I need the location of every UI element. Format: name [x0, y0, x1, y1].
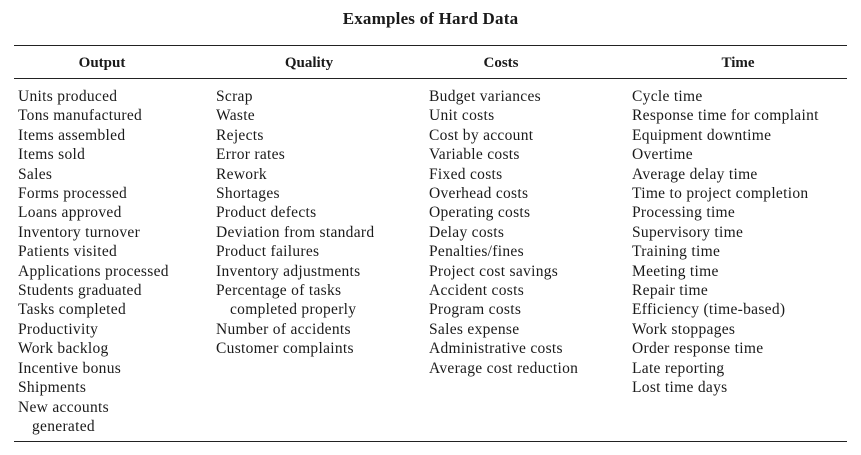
- list-item-text: Unit costs: [429, 107, 495, 125]
- list-item-text: Applications processed: [18, 262, 169, 280]
- list-item-text: Inventory turnover: [18, 223, 141, 241]
- list-item-text: Fixed costs: [429, 165, 503, 183]
- list-item: [216, 106, 374, 125]
- list-item-text: Deviation from standard: [216, 223, 375, 241]
- list-item: [216, 184, 374, 203]
- list-item: [632, 106, 819, 125]
- list-item: [429, 320, 578, 339]
- list-item-text: Repair time: [632, 282, 709, 300]
- list-item: [216, 223, 374, 242]
- list-item: [216, 242, 374, 261]
- list-item: [18, 165, 169, 184]
- list-item-text: Error rates: [216, 146, 286, 164]
- list-item-text: Average delay time: [632, 165, 758, 183]
- list-item-text: Program costs: [429, 301, 522, 319]
- list-item-text: Items assembled: [18, 126, 126, 144]
- list-item-text: Lost time days: [632, 379, 728, 397]
- list-item: [18, 242, 169, 261]
- list-item-continuation: completed properly: [230, 301, 357, 319]
- list-item-text: Work stoppages: [632, 320, 736, 338]
- list-item: [18, 106, 169, 125]
- list-item-text: Shortages: [216, 185, 280, 203]
- list-item: [632, 300, 819, 319]
- list-item-text: Administrative costs: [429, 340, 563, 358]
- list-item-text: New accounts: [18, 398, 109, 416]
- list-item-text: Operating costs: [429, 204, 531, 222]
- column-header-output: Output: [78, 55, 126, 71]
- list-item-text: Equipment downtime: [632, 126, 772, 144]
- list-item: [429, 223, 578, 242]
- list-item: [429, 203, 578, 222]
- table-title: Examples of Hard Data: [342, 9, 519, 28]
- list-item-text: Delay costs: [429, 223, 505, 241]
- list-item-text: Tons manufactured: [18, 107, 143, 125]
- list-item: [18, 126, 169, 145]
- list-item-text: Shipments: [18, 379, 87, 397]
- column-list-quality: [216, 87, 374, 359]
- list-item: [632, 126, 819, 145]
- list-item-continuation: generated: [32, 417, 95, 435]
- list-item: [216, 262, 374, 281]
- list-item: [216, 281, 374, 320]
- list-item: [216, 87, 374, 106]
- list-item-text: Percentage of tasks: [216, 282, 342, 300]
- list-item: [18, 300, 169, 319]
- list-item: [18, 339, 169, 358]
- list-item-text: Time to project completion: [632, 185, 809, 203]
- list-item: [429, 242, 578, 261]
- list-item-text: Product failures: [216, 243, 320, 261]
- list-item-text: Rejects: [216, 126, 264, 144]
- list-item: [18, 203, 169, 222]
- list-item-text: Product defects: [216, 204, 317, 222]
- list-item-text: Productivity: [18, 320, 99, 338]
- list-item: [429, 281, 578, 300]
- list-item-text: Forms processed: [18, 185, 128, 203]
- list-item: [216, 145, 374, 164]
- list-item: [216, 339, 374, 358]
- list-item: [632, 184, 819, 203]
- list-item-text: Training time: [632, 243, 721, 261]
- list-item-text: Units produced: [18, 88, 118, 105]
- list-item-text: Accident costs: [429, 282, 525, 300]
- list-item: [632, 281, 819, 300]
- list-item: [632, 87, 819, 106]
- column-list-costs: [429, 87, 578, 378]
- bottom-rule: [14, 441, 847, 442]
- list-item-text: Meeting time: [632, 262, 719, 280]
- list-item-text: Rework: [216, 165, 267, 183]
- list-item-text: Processing time: [632, 204, 736, 222]
- list-item: [429, 165, 578, 184]
- list-item: [429, 262, 578, 281]
- list-item-text: Patients visited: [18, 243, 118, 261]
- list-item-text: Response time for complaint: [632, 107, 819, 125]
- list-item-text: Incentive bonus: [18, 359, 122, 377]
- list-item: [216, 203, 374, 222]
- list-item-text: Cost by account: [429, 126, 534, 144]
- column-list-output: [18, 87, 169, 436]
- list-item: [216, 320, 374, 339]
- header-rule: [14, 78, 847, 79]
- list-item: [632, 145, 819, 164]
- list-item: [18, 87, 169, 106]
- list-item: [632, 262, 819, 281]
- list-item: [429, 300, 578, 319]
- column-header-quality: Quality: [284, 55, 334, 71]
- list-item: [216, 126, 374, 145]
- list-item-text: Average cost reduction: [429, 359, 579, 377]
- top-rule: [14, 45, 847, 46]
- list-item: [429, 359, 578, 378]
- column-header-time: Time: [721, 55, 755, 71]
- list-item-text: Sales: [18, 165, 53, 183]
- list-item-text: Efficiency (time-based): [632, 301, 786, 319]
- list-item: [632, 165, 819, 184]
- list-item: [18, 262, 169, 281]
- column-list-time: [632, 87, 819, 398]
- list-item-text: Budget variances: [429, 88, 541, 105]
- list-item: [18, 223, 169, 242]
- list-item-text: Cycle time: [632, 88, 703, 105]
- list-item-text: Variable costs: [429, 146, 520, 164]
- list-item-text: Work backlog: [18, 340, 109, 358]
- list-item: [18, 359, 169, 378]
- list-item: [18, 320, 169, 339]
- list-item: [632, 378, 819, 397]
- list-item: [429, 106, 578, 125]
- list-item-text: Tasks completed: [18, 301, 127, 319]
- list-item: [18, 398, 169, 437]
- list-item: [429, 145, 578, 164]
- list-item-text: Number of accidents: [216, 320, 351, 338]
- list-item-text: Items sold: [18, 146, 86, 164]
- list-item: [632, 320, 819, 339]
- column-header-costs: Costs: [483, 55, 519, 71]
- list-item: [632, 242, 819, 261]
- list-item-text: Order response time: [632, 340, 764, 358]
- list-item-text: Late reporting: [632, 359, 725, 377]
- list-item: [632, 359, 819, 378]
- list-item-text: Students graduated: [18, 282, 142, 300]
- list-item: [429, 126, 578, 145]
- list-item-text: Waste: [216, 107, 255, 125]
- list-item: [429, 339, 578, 358]
- list-item-text: Overhead costs: [429, 185, 529, 203]
- list-item: [18, 184, 169, 203]
- list-item: [429, 87, 578, 106]
- list-item-text: Penalties/fines: [429, 243, 524, 261]
- list-item-text: Sales expense: [429, 320, 520, 338]
- list-item-text: Loans approved: [18, 204, 122, 222]
- list-item-text: Supervisory time: [632, 223, 744, 241]
- list-item: [18, 378, 169, 397]
- list-item: [429, 184, 578, 203]
- list-item: [632, 203, 819, 222]
- list-item-text: Project cost savings: [429, 262, 559, 280]
- list-item-text: Customer complaints: [216, 340, 354, 358]
- list-item: [216, 165, 374, 184]
- list-item-text: Inventory adjustments: [216, 262, 361, 280]
- list-item-text: Overtime: [632, 146, 693, 164]
- list-item: [632, 223, 819, 242]
- list-item-text: Scrap: [216, 88, 253, 105]
- list-item: [632, 339, 819, 358]
- list-item: [18, 145, 169, 164]
- list-item: [18, 281, 169, 300]
